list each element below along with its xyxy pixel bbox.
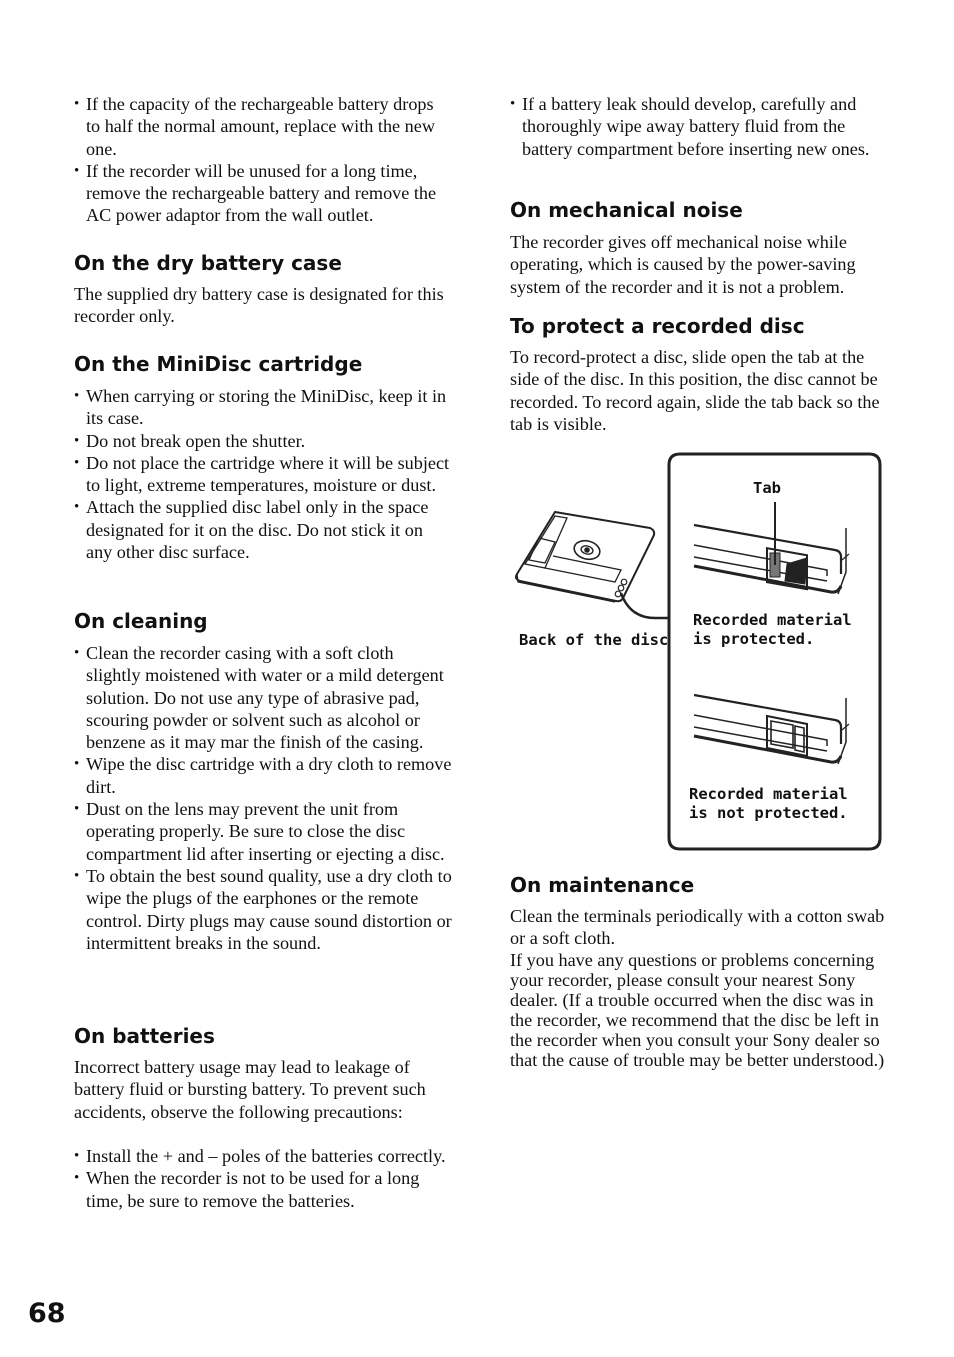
minidisc-bullet-list bbox=[74, 385, 452, 563]
cleaning-bullet-list bbox=[74, 642, 452, 954]
list-item: • If the capacity of the rechargeable battery drops to half the normal amount, replace with the new one. bbox=[74, 93, 452, 160]
section-heading-cleaning: On cleaning bbox=[74, 609, 208, 633]
not-protected-label: Recorded material is not protected. bbox=[689, 785, 848, 822]
minidisc-back-icon bbox=[516, 512, 654, 602]
page-number: 68 bbox=[28, 1298, 66, 1329]
list-item: • Dust on the lens may prevent the unit from operating properly. Be sure to close the disc compartment lid after inserting or ejecting a disc. bbox=[74, 798, 452, 865]
protected-label: Recorded material is protected. bbox=[693, 611, 852, 648]
section-heading-mechanical-noise: On mechanical noise bbox=[510, 198, 743, 222]
batteries-text: Incorrect battery usage may lead to leakage of battery fluid or bursting battery. To prevent such accidents, observe the following precautions: bbox=[74, 1057, 426, 1122]
list-item: • Do not place the cartridge where it will be subject to light, extreme temperatures, moisture or dust. bbox=[74, 452, 452, 497]
list-item: • When carrying or storing the MiniDisc, keep it in its case. bbox=[74, 385, 452, 430]
dry-battery-case-text: The supplied dry battery case is designated for this recorder only. bbox=[74, 284, 444, 327]
list-item: • If the recorder will be unused for a long time, remove the rechargeable battery and remove the AC power adaptor from the wall outlet. bbox=[74, 160, 452, 227]
back-of-disc-label: Back of the disc bbox=[519, 631, 669, 649]
list-item: • Attach the supplied disc label only in the space designated for it on the disc. Do not stick it on any other disc surface. bbox=[74, 496, 452, 563]
list-item: • Do not break open the shutter. bbox=[74, 430, 452, 452]
maintenance-text-2: If you have any questions or problems concerning your recorder, please consult your nearest Sony dealer. (If a trouble occurred when the disc was in the recorder, we recommend that the disc be left in the recorder when you consult your Sony dealer so that the cause of trouble may be better understood.) bbox=[510, 950, 885, 1070]
not-protected-tab-illustration bbox=[694, 695, 849, 764]
section-heading-minidisc: On the MiniDisc cartridge bbox=[74, 352, 363, 376]
section-heading-dry-battery-case: On the dry battery case bbox=[74, 251, 342, 275]
connector-line bbox=[621, 593, 669, 618]
list-item: • If a battery leak should develop, carefully and thoroughly wipe away battery fluid from the battery compartment before inserting new ones. bbox=[510, 93, 888, 160]
tab-label: Tab bbox=[753, 479, 781, 497]
maintenance-text-1: Clean the terminals periodically with a cotton swab or a soft cloth. bbox=[510, 906, 885, 949]
list-item: • Clean the recorder casing with a soft cloth slightly moistened with water or a mild detergent solution. Do not use any type of abrasive pad, scouring powder or solvent such as alcohol or benzene as it may mar the finish of the casing. bbox=[74, 642, 452, 753]
right-intro-bullet-list bbox=[510, 93, 888, 160]
section-heading-batteries: On batteries bbox=[74, 1024, 215, 1048]
list-item: • Wipe the disc cartridge with a dry cloth to remove dirt. bbox=[74, 753, 452, 798]
list-item: • When the recorder is not to be used for a long time, be sure to remove the batteries. bbox=[74, 1167, 452, 1212]
batteries-bullet-list bbox=[74, 1145, 452, 1212]
section-heading-protect-disc: To protect a recorded disc bbox=[510, 314, 805, 338]
protected-tab-illustration bbox=[694, 502, 849, 594]
list-item: • To obtain the best sound quality, use a dry cloth to wipe the plugs of the earphones or the remote control. Dirty plugs may cause sound distortion or intermittent breaks in the sound. bbox=[74, 865, 452, 954]
intro-bullet-list bbox=[74, 93, 452, 227]
list-item: • Install the + and – poles of the batteries correctly. bbox=[74, 1145, 452, 1167]
section-heading-maintenance: On maintenance bbox=[510, 873, 695, 897]
mechanical-noise-text: The recorder gives off mechanical noise while operating, which is caused by the power-saving system of the recorder and it is not a problem. bbox=[510, 232, 856, 297]
protect-disc-text: To record-protect a disc, slide open the tab at the side of the disc. In this position, the disc cannot be recorded. To record again, slide the tab back so the tab is visible. bbox=[510, 347, 880, 434]
